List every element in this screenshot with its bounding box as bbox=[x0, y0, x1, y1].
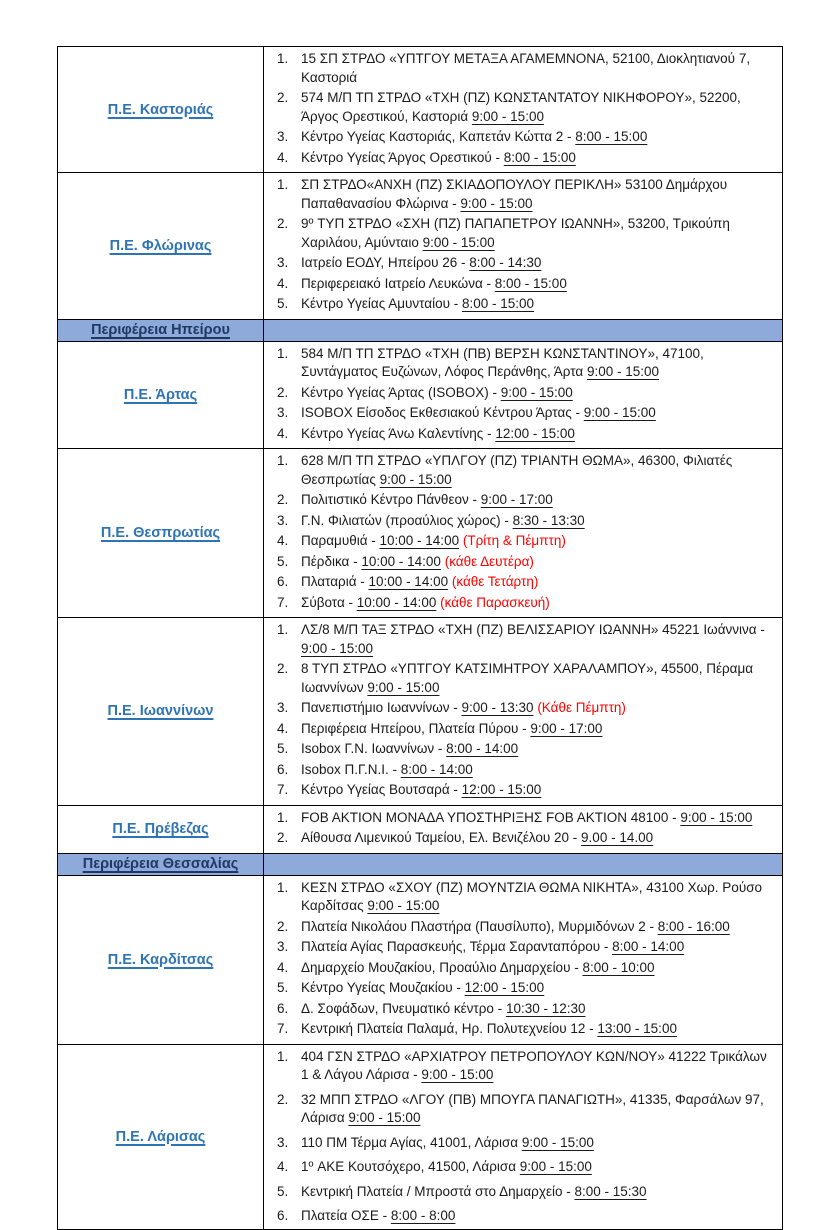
location-item bbox=[264, 1183, 776, 1202]
item-text-segment: Αίθουσα Λιμενικού Ταμείου, Ελ. Βενιζέλου 20 - bbox=[301, 830, 582, 845]
item-number: 2. bbox=[277, 918, 289, 934]
item-number: 7. bbox=[277, 782, 289, 797]
time-range: 9:00 - 15:00 bbox=[500, 384, 573, 400]
time-range: 9.00 - 14.00 bbox=[581, 830, 654, 845]
locations-cell bbox=[264, 47, 782, 172]
location-item bbox=[264, 452, 776, 489]
location-item bbox=[264, 573, 776, 592]
time-range: 9:00 - 15:00 bbox=[421, 1067, 494, 1082]
location-item bbox=[264, 761, 776, 780]
item-text bbox=[301, 1091, 776, 1128]
item-text-segment: 584 Μ/Π ΤΠ ΣΤΡΔΟ «ΤΧΗ (ΠΒ) ΒΕΡΣΗ ΚΩΝΣΤΑΝΤΙΝΟΥ», 47100, Συντάγματος Ευζώνων, Λόφος Περάνθης, Άρτα bbox=[301, 345, 704, 379]
region-cell bbox=[58, 173, 264, 319]
location-item bbox=[264, 254, 776, 273]
region-row bbox=[58, 805, 782, 853]
time-range: 9:00 - 15:00 bbox=[367, 898, 440, 913]
location-item bbox=[264, 1091, 776, 1128]
region-cell bbox=[58, 320, 264, 341]
item-number: 6. bbox=[277, 1208, 289, 1223]
item-text bbox=[301, 829, 776, 848]
item-text bbox=[301, 1000, 776, 1019]
day-note: (Τρίτη & Πέμπτη) bbox=[462, 533, 566, 548]
time-range: 9:00 - 15:00 bbox=[422, 234, 495, 250]
time-range: 12:00 - 15:00 bbox=[461, 782, 542, 797]
location-item bbox=[264, 740, 776, 759]
item-number: 5. bbox=[277, 553, 289, 569]
item-number: 2. bbox=[277, 216, 289, 231]
location-item bbox=[264, 959, 776, 978]
item-text-segment: Isobox Π.Γ.Ν.Ι. - bbox=[301, 761, 401, 777]
time-range: 9:00 - 15:00 bbox=[680, 809, 753, 825]
region-cell bbox=[58, 342, 264, 449]
item-number: 4. bbox=[277, 275, 289, 291]
location-item bbox=[264, 809, 776, 828]
item-number: 1. bbox=[277, 879, 289, 895]
region-row bbox=[58, 617, 782, 805]
time-range: 9:00 - 17:00 bbox=[480, 492, 553, 507]
locations-cell bbox=[264, 1045, 782, 1229]
locations-cell bbox=[264, 449, 782, 617]
region-row bbox=[58, 341, 782, 449]
region-row bbox=[58, 448, 782, 617]
time-range: 9:00 - 15:00 bbox=[471, 108, 544, 124]
region-link[interactable]: Π.Ε. Καστοριάς bbox=[107, 101, 214, 118]
location-item bbox=[264, 1020, 776, 1039]
time-range: 10:00 - 14:00 bbox=[361, 553, 441, 569]
item-text bbox=[301, 1134, 776, 1153]
item-text bbox=[301, 553, 776, 572]
item-number: 6. bbox=[277, 761, 289, 777]
region-link[interactable]: Π.Ε. Πρέβεζας bbox=[112, 821, 209, 837]
time-range: 8:00 - 10:00 bbox=[582, 959, 655, 975]
region-row bbox=[58, 172, 782, 319]
item-text-segment: Κέντρο Υγείας Μουζακίου - bbox=[301, 980, 465, 995]
time-range: 9:00 - 15:00 bbox=[519, 1159, 592, 1174]
item-number: 2. bbox=[277, 830, 289, 845]
item-number: 5. bbox=[277, 1183, 289, 1199]
location-item bbox=[264, 512, 776, 531]
item-text-segment: Ιατρείο ΕΟΔΥ, Ηπείρου 26 - bbox=[301, 255, 470, 270]
location-item bbox=[264, 879, 776, 916]
location-item bbox=[264, 275, 776, 294]
location-item bbox=[264, 938, 776, 957]
item-text bbox=[301, 254, 776, 273]
section-header-label: Περιφέρεια Θεσσαλίας bbox=[82, 856, 239, 872]
item-text bbox=[301, 452, 776, 489]
locations-cell bbox=[264, 320, 782, 341]
item-text-segment: Κέντρο Υγείας Άνω Καλεντίνης - bbox=[301, 425, 496, 441]
item-text-segment: 32 ΜΠΠ ΣΤΡΔΟ «ΛΓΟΥ (ΠΒ) ΜΠΟΥΓΑ ΠΑΝΑΓΙΩΤΗ», 41335, Φαρσάλων 97, Λάρισα bbox=[301, 1091, 764, 1125]
item-text-segment: Πέρδικα - bbox=[301, 553, 362, 569]
day-note: (Κάθε Πέμπτη) bbox=[537, 700, 626, 715]
time-range: 8:00 - 14:30 bbox=[469, 255, 542, 270]
item-text-segment: Πλατεία Αγίας Παρασκευής, Τέρμα Σαρανταπόρου - bbox=[301, 939, 613, 954]
item-number: 7. bbox=[277, 594, 289, 610]
item-number: 7. bbox=[277, 1021, 289, 1036]
location-item bbox=[264, 50, 776, 87]
time-range: 8:00 - 14:00 bbox=[446, 741, 519, 756]
time-range: 10:00 - 14:00 bbox=[368, 574, 449, 589]
item-number: 1. bbox=[277, 453, 289, 468]
time-range: 9:00 - 15:00 bbox=[583, 405, 656, 420]
region-row bbox=[58, 47, 782, 172]
item-text-segment: Κέντρο Υγείας Άργος Ορεστικού - bbox=[301, 149, 504, 165]
item-text bbox=[301, 128, 776, 147]
item-text-segment: Παραμυθιά - bbox=[301, 533, 380, 548]
item-text bbox=[301, 879, 776, 916]
item-text bbox=[301, 404, 776, 423]
item-number: 2. bbox=[277, 492, 289, 507]
item-number: 1. bbox=[277, 177, 289, 192]
time-range: 8:30 - 13:30 bbox=[512, 512, 585, 528]
item-text-segment: Κέντρο Υγείας Καστοριάς, Καπετάν Κώττα 2 - bbox=[301, 129, 576, 144]
item-text bbox=[301, 660, 776, 697]
item-number: 3. bbox=[277, 939, 289, 954]
item-number: 3. bbox=[277, 700, 289, 715]
item-text-segment: Πλατεία Νικολάου Πλαστήρα (Παυσίλυπο), Μυρμιδόνων 2 - bbox=[301, 918, 658, 934]
day-note: (κάθε Παρασκευή) bbox=[440, 594, 550, 610]
item-text bbox=[301, 918, 776, 937]
item-number: 4. bbox=[277, 1159, 289, 1174]
item-text-segment: Δημαρχείο Μουζακίου, Προαύλιο Δημαρχείου - bbox=[301, 959, 583, 975]
time-range: 9:00 - 15:00 bbox=[521, 1134, 594, 1150]
location-item bbox=[264, 829, 776, 848]
item-text bbox=[301, 491, 776, 510]
item-number: 5. bbox=[277, 296, 289, 311]
time-range: 10:00 - 14:00 bbox=[379, 533, 460, 548]
item-text bbox=[301, 740, 776, 759]
time-range: 9:00 - 15:00 bbox=[367, 679, 440, 695]
location-item bbox=[264, 594, 776, 613]
time-range: 9:00 - 17:00 bbox=[530, 720, 603, 736]
item-text-segment: ISOBOX Είσοδος Εκθεσιακού Κέντρου Άρτας - bbox=[301, 405, 584, 420]
item-number: 4. bbox=[277, 149, 289, 165]
time-range: 12:00 - 15:00 bbox=[464, 980, 545, 995]
region-row bbox=[58, 1044, 782, 1229]
item-number: 1. bbox=[277, 809, 289, 825]
item-text-segment: 404 ΓΣΝ ΣΤΡΔΟ «ΑΡΧΙΑΤΡΟΥ ΠΕΤΡΟΠΟΥΛΟΥ ΚΩΝ/ΝΟΥ» 41222 Τρικάλων 1 & Λάγου Λάρισα - bbox=[301, 1048, 767, 1082]
item-text bbox=[301, 809, 776, 828]
location-item bbox=[264, 621, 776, 658]
item-text-segment: Πλαταριά - bbox=[301, 574, 369, 589]
time-range: 8:00 - 14:00 bbox=[400, 761, 473, 777]
item-number: 2. bbox=[277, 1091, 289, 1107]
item-number: 4. bbox=[277, 533, 289, 548]
item-text bbox=[301, 275, 776, 294]
region-row bbox=[58, 875, 782, 1044]
item-number: 2. bbox=[277, 661, 289, 676]
section-header-row bbox=[58, 319, 782, 341]
item-text bbox=[301, 384, 776, 403]
region-cell bbox=[58, 806, 264, 853]
item-text bbox=[301, 1158, 776, 1177]
item-text bbox=[301, 425, 776, 444]
time-range: 8:00 - 15:30 bbox=[574, 1183, 647, 1199]
item-text bbox=[301, 50, 776, 87]
location-item bbox=[264, 89, 776, 126]
item-text-segment: Σύβοτα - bbox=[301, 594, 357, 610]
item-text-segment: Περιφέρεια Ηπείρου, Πλατεία Πύρου - bbox=[301, 720, 531, 736]
item-text-segment: 8 ΤΥΠ ΣΤΡΔΟ «ΥΠΤΓΟΥ ΚΑΤΣΙΜΗΤΡΟΥ ΧΑΡΑΛΑΜΠΟΥ», 45500, Πέραμα Ιωαννίνων bbox=[301, 661, 754, 695]
item-number: 5. bbox=[277, 741, 289, 756]
time-range: 8:00 - 15:00 bbox=[575, 129, 648, 144]
locations-cell bbox=[264, 854, 782, 875]
schedule-table bbox=[57, 46, 783, 1230]
item-text-segment: ΚΕΣΝ ΣΤΡΔΟ «ΣΧΟΥ (ΠΖ) ΜΟΥΝΤΖΙΑ ΘΩΜΑ ΝΙΚΗΤΑ», 43100 Χωρ. Ρούσο Καρδίτσας bbox=[301, 879, 763, 913]
location-item bbox=[264, 215, 776, 252]
item-text-segment: FOB AKTION ΜΟΝΑΔΑ ΥΠΟΣΤΗΡΙΞΗΣ FOB AKTION 48100 - bbox=[301, 809, 681, 825]
time-range: 8:00 - 15:00 bbox=[503, 149, 576, 165]
time-range: 9:00 - 15:00 bbox=[460, 195, 533, 211]
location-item bbox=[264, 699, 776, 718]
item-text-segment: Κέντρο Υγείας Βουτσαρά - bbox=[301, 782, 462, 797]
time-range: 10:30 - 12:30 bbox=[505, 1000, 586, 1016]
location-item bbox=[264, 1000, 776, 1019]
item-text bbox=[301, 345, 776, 382]
item-number: 3. bbox=[277, 512, 289, 528]
item-text-segment: Περιφερειακό Ιατρείο Λευκώνα - bbox=[301, 275, 495, 291]
day-note: (κάθε Τετάρτη) bbox=[451, 574, 539, 589]
locations-cell bbox=[264, 173, 782, 319]
item-number: 3. bbox=[277, 1134, 289, 1150]
region-cell bbox=[58, 449, 264, 617]
locations-cell bbox=[264, 876, 782, 1044]
time-range: 8:00 - 15:00 bbox=[494, 275, 567, 291]
time-range: 8:00 - 16:00 bbox=[657, 918, 730, 934]
item-text bbox=[301, 176, 776, 213]
item-text bbox=[301, 1020, 776, 1039]
item-text-segment: 574 Μ/Π ΤΠ ΣΤΡΔΟ «ΤΧΗ (ΠΖ) ΚΩΝΣΤΑΝΤΑΤΟΥ ΝΙΚΗΦΟΡΟΥ», 52200, Άργος Ορεστικού, Καστοριά bbox=[301, 90, 741, 124]
item-number: 1. bbox=[277, 51, 289, 66]
item-text bbox=[301, 979, 776, 998]
location-item bbox=[264, 1207, 776, 1226]
item-number: 2. bbox=[277, 384, 289, 400]
location-item bbox=[264, 660, 776, 697]
time-range: 10:00 - 14:00 bbox=[356, 594, 437, 610]
time-range: 9:00 - 15:00 bbox=[379, 471, 452, 487]
item-number: 3. bbox=[277, 129, 289, 144]
location-item bbox=[264, 491, 776, 510]
item-text-segment: 628 Μ/Π ΤΠ ΣΤΡΔΟ «ΥΠΛΓΟΥ (ΠΖ) ΤΡΙΑΝΤΗ ΘΩΜΑ», 46300, Φιλιατές Θεσπρωτίας bbox=[301, 453, 733, 487]
item-text-segment: 9º ΤΥΠ ΣΤΡΔΟ «ΣΧΗ (ΠΖ) ΠΑΠΑΠΕΤΡΟΥ ΙΩΑΝΝΗ», 53200, Τρικούπη Χαριλάου, Αμύνταιο bbox=[301, 216, 730, 250]
time-range: 9:00 - 15:00 bbox=[301, 640, 374, 656]
item-text-segment: Γ.Ν. Φιλιατών (προαύλιος χώρος) - bbox=[301, 512, 513, 528]
location-item bbox=[264, 128, 776, 147]
location-item bbox=[264, 781, 776, 800]
location-item bbox=[264, 553, 776, 572]
region-link[interactable]: Π.Ε. Άρτας bbox=[123, 386, 198, 403]
item-text bbox=[301, 1048, 776, 1085]
item-text bbox=[301, 532, 776, 551]
location-item bbox=[264, 918, 776, 937]
region-link[interactable]: Π.Ε. Καρδίτσας bbox=[107, 951, 214, 968]
time-range: 8:00 - 8:00 bbox=[390, 1208, 456, 1223]
item-number: 4. bbox=[277, 959, 289, 975]
item-text bbox=[301, 781, 776, 800]
item-number: 6. bbox=[277, 574, 289, 589]
location-item bbox=[264, 404, 776, 423]
item-text bbox=[301, 1207, 776, 1226]
item-number: 3. bbox=[277, 255, 289, 270]
time-range: 9:00 - 15:00 bbox=[586, 364, 660, 379]
item-text-segment: Κεντρική Πλατεία / Μπροστά στο Δημαρχείο - bbox=[301, 1183, 575, 1199]
locations-cell bbox=[264, 618, 782, 805]
item-text bbox=[301, 512, 776, 531]
location-item bbox=[264, 425, 776, 444]
item-text-segment: ΣΠ ΣΤΡΔΟ«ΑΝΧΗ (ΠΖ) ΣΚΙΑΔΟΠΟΥΛΟΥ ΠΕΡΙΚΛΗ» 53100 Δημάρχου Παπαθανασίου Φλώρινα - bbox=[301, 177, 728, 211]
item-text bbox=[301, 938, 776, 957]
item-text bbox=[301, 594, 776, 613]
location-item bbox=[264, 345, 776, 382]
item-text bbox=[301, 149, 776, 168]
item-text-segment: Πολιτιστικό Κέντρο Πάνθεον - bbox=[301, 492, 481, 507]
time-range: 8:00 - 14:00 bbox=[612, 939, 685, 954]
day-note: (κάθε Δευτέρα) bbox=[444, 553, 534, 569]
item-text-segment: Isobox Γ.Ν. Ιωαννίνων - bbox=[301, 741, 447, 756]
item-number: 1. bbox=[277, 1048, 289, 1064]
region-link[interactable]: Π.Ε. Ιωαννίνων bbox=[107, 703, 214, 720]
region-link[interactable]: Π.Ε. Θεσπρωτίας bbox=[100, 525, 221, 541]
time-range: 12:00 - 15:00 bbox=[495, 425, 575, 441]
region-cell bbox=[58, 854, 264, 875]
section-header-label: Περιφέρεια Ηπείρου bbox=[91, 322, 230, 338]
location-item bbox=[264, 532, 776, 551]
location-item bbox=[264, 720, 776, 739]
region-cell bbox=[58, 618, 264, 805]
locations-cell bbox=[264, 342, 782, 449]
item-number: 3. bbox=[277, 405, 289, 420]
item-text bbox=[301, 761, 776, 780]
item-text bbox=[301, 699, 776, 718]
location-item bbox=[264, 176, 776, 213]
item-number: 1. bbox=[277, 345, 289, 361]
item-number: 5. bbox=[277, 980, 289, 995]
item-text-segment: ΛΣ/8 Μ/Π ΤΑΞ ΣΤΡΔΟ «ΤΧΗ (ΠΖ) ΒΕΛΙΣΣΑΡΙΟΥ ΙΩΑΝΝΗ» 45221 Ιωάννινα - bbox=[301, 622, 765, 637]
location-item bbox=[264, 1158, 776, 1177]
item-number: 1. bbox=[277, 622, 289, 637]
time-range: 9:00 - 15:00 bbox=[348, 1110, 421, 1125]
item-text-segment: Δ. Σοφάδων, Πνευματικό κέντρο - bbox=[301, 1000, 506, 1016]
item-text bbox=[301, 720, 776, 739]
item-number: 4. bbox=[277, 720, 289, 736]
region-cell bbox=[58, 47, 264, 172]
item-text-segment: Πανεπιστήμιο Ιωαννίνων - bbox=[301, 700, 462, 715]
time-range: 13:00 - 15:00 bbox=[597, 1021, 677, 1036]
item-text-segment: 110 ΠΜ Τέρμα Αγίας, 41001, Λάρισα bbox=[301, 1134, 522, 1150]
region-cell bbox=[58, 876, 264, 1044]
location-item bbox=[264, 1048, 776, 1085]
item-text-segment: 15 ΣΠ ΣΤΡΔΟ «ΥΠΤΓΟΥ ΜΕΤΑΞΑ ΑΓΑΜΕΜΝΟΝΑ, 52100, Διοκλητιανού 7, Καστοριά bbox=[301, 51, 751, 85]
location-item bbox=[264, 979, 776, 998]
region-cell bbox=[58, 1045, 264, 1229]
item-number: 6. bbox=[277, 1000, 289, 1016]
time-range: 8:00 - 15:00 bbox=[462, 296, 535, 311]
time-range: 9:00 - 13:30 bbox=[461, 700, 534, 715]
item-number: 4. bbox=[277, 425, 289, 441]
section-header-row bbox=[58, 853, 782, 875]
item-text-segment: Κέντρο Υγείας Αμυνταίου - bbox=[301, 296, 462, 311]
location-item bbox=[264, 295, 776, 314]
location-item bbox=[264, 149, 776, 168]
item-text bbox=[301, 1183, 776, 1202]
item-number: 2. bbox=[277, 90, 289, 105]
item-text-segment: 1º ΑΚΕ Κουτσόχερο, 41500, Λάρισα bbox=[301, 1159, 520, 1174]
locations-cell bbox=[264, 806, 782, 853]
item-text bbox=[301, 621, 776, 658]
item-text-segment: Κέντρο Υγείας Άρτας (ISOBOX) - bbox=[301, 384, 501, 400]
location-item bbox=[264, 384, 776, 403]
item-text bbox=[301, 959, 776, 978]
item-text-segment: Κεντρική Πλατεία Παλαμά, Ηρ. Πολυτεχνείου 12 - bbox=[301, 1021, 598, 1036]
item-text bbox=[301, 215, 776, 252]
location-item bbox=[264, 1134, 776, 1153]
item-text bbox=[301, 573, 776, 592]
region-link[interactable]: Π.Ε. Λάρισας bbox=[115, 1128, 206, 1145]
item-text bbox=[301, 89, 776, 126]
item-text-segment: Πλατεία ΟΣΕ - bbox=[301, 1208, 391, 1223]
item-text bbox=[301, 295, 776, 314]
region-link[interactable]: Π.Ε. Φλώρινας bbox=[109, 237, 212, 254]
